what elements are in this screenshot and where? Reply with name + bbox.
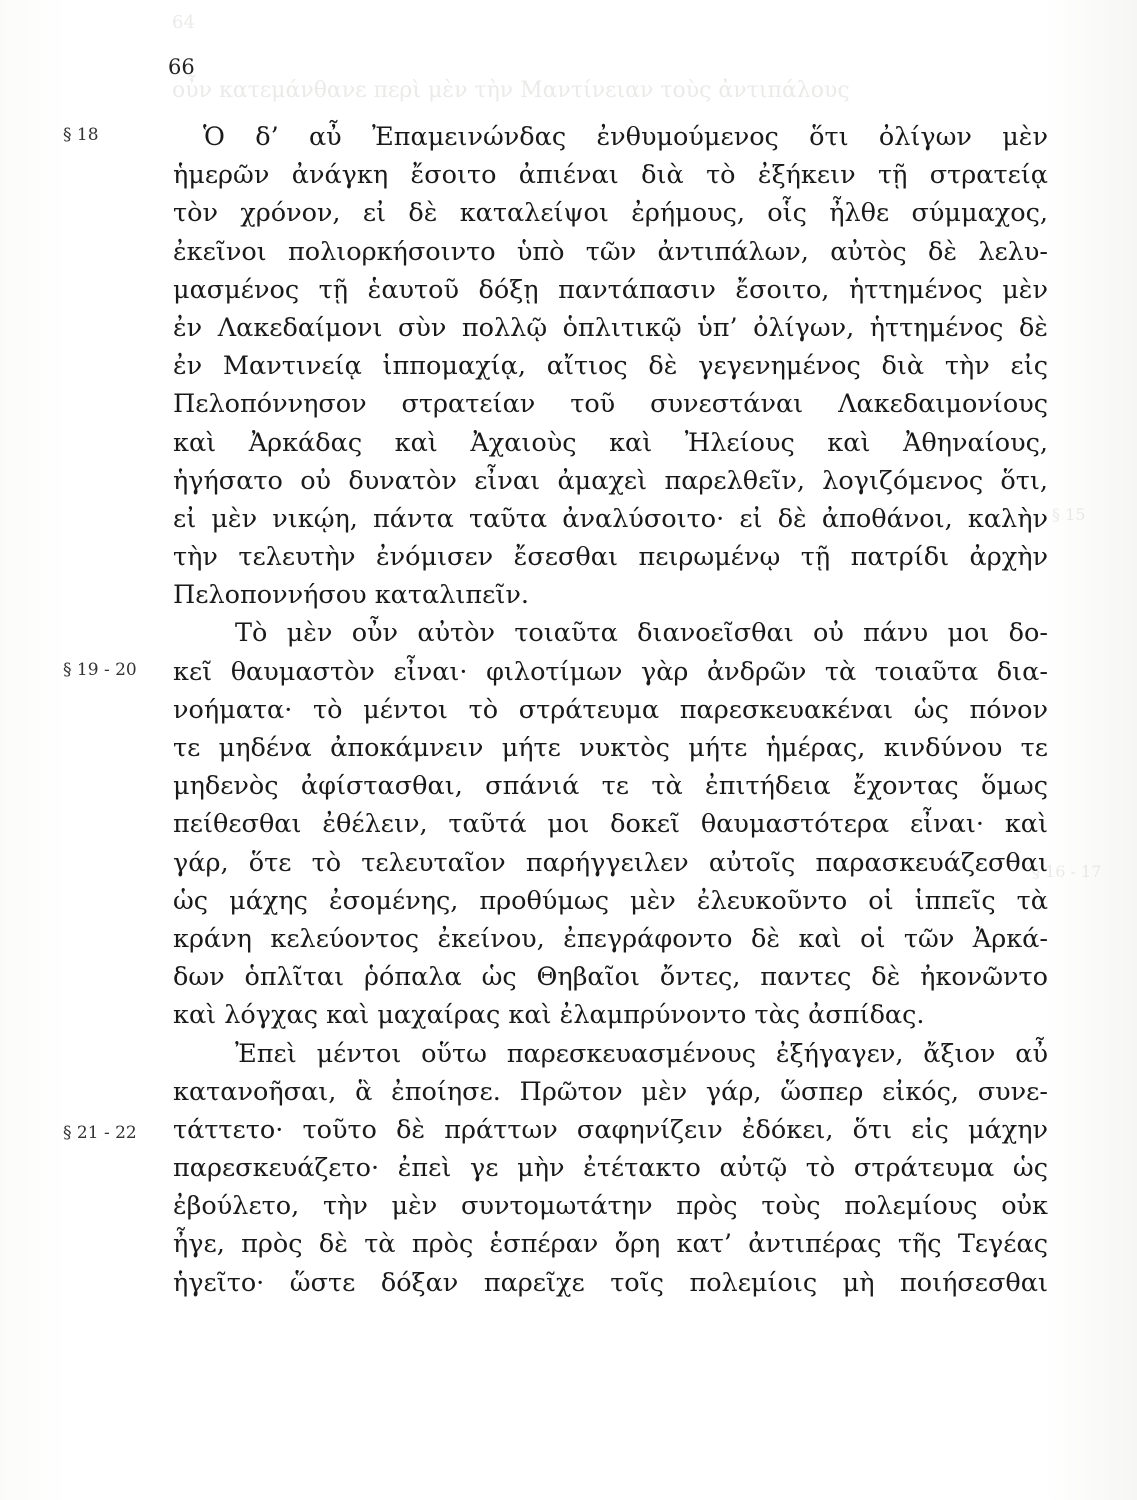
text-line: κράνη κελεύοντος ἐκείνου, ἐπεγράφοντο δὲ καὶ οἱ τῶν Ἀρκά- xyxy=(173,923,1048,954)
body-text xyxy=(173,118,1048,1302)
bleed-line: οὖν κατεμάνθανε περὶ μὲν τὴν Μαντίνειαν τοὺς ἀντιπάλους xyxy=(172,78,850,103)
text-line: ὡς μάχης ἐσομένης, προθύμως μὲν ἐλευκοῦντο οἱ ἱππεῖς τὰ xyxy=(173,885,1048,916)
text-line: τε μηδένα ἀποκάμνειν μήτε νυκτὸς μήτε ἡμέρας, κινδύνου τε xyxy=(173,733,1048,763)
page-number: 66 xyxy=(168,55,195,79)
text-line: τὸν χρόνον, εἰ δὲ καταλείψοι ἐρήμους, οἷς ἦλθε σύμμαχος, xyxy=(173,198,1048,229)
section-marker-21-22: § 21 - 22 xyxy=(63,1123,137,1143)
text-line: Πελοπόννησον στρατείαν τοῦ συνεστάναι Λακεδαιμονίους xyxy=(173,389,1048,420)
section-marker-18: § 18 xyxy=(63,125,99,145)
ghost-page-number: 64 xyxy=(172,12,195,33)
text-line: ἐν Μαντινείᾳ ἱππομαχίᾳ, αἴτιος δὲ γεγενημένος διὰ τὴν εἰς xyxy=(173,351,1048,382)
bleed-marker: § 16 - 17 xyxy=(1032,862,1102,881)
bleed-marker: § 15 xyxy=(1052,505,1086,524)
text-line: παρεσκευάζετο· ἐπεὶ γε μὴν ἐτέτακτο αὐτῷ τὸ στράτευμα ὡς xyxy=(173,1153,1048,1184)
text-line: ἡμερῶν ἀνάγκη ἔσοιτο ἀπιέναι διὰ τὸ ἐξήκειν τῇ στρατείᾳ xyxy=(173,160,1048,191)
text-line: κατανοῆσαι, ἃ ἐποίησε. Πρῶτον μὲν γάρ, ὥσπερ εἰκός, συνε- xyxy=(173,1076,1048,1107)
text-line: κεῖ θαυμαστὸν εἶναι· φιλοτίμων γὰρ ἀνδρῶν τὰ τοιαῦτα δια- xyxy=(173,656,1048,687)
text-line: ἡγήσατο οὐ δυνατὸν εἶναι ἀμαχεὶ παρελθεῖν, λογιζόμενος ὅτι, xyxy=(173,465,1048,496)
text-line: εἰ μὲν νικῴη, πάντα ταῦτα ἀναλύσοιτο· εἰ δὲ ἀποθάνοι, καλὴν xyxy=(173,503,1048,534)
text-line: ἦγε, πρὸς δὲ τὰ πρὸς ἑσπέραν ὄρη κατ’ ἀντιπέρας τῆς Τεγέας xyxy=(173,1229,1048,1260)
text-line: τάττετο· τοῦτο δὲ πράττων σαφηνίζειν ἐδόκει, ὅτι εἰς μάχην xyxy=(173,1114,1048,1145)
text-line: ἡγεῖτο· ὥστε δόξαν παρεῖχε τοῖς πολεμίοις μὴ ποιήσεσθαι xyxy=(173,1267,1048,1298)
text-line: καὶ Ἀρκάδας καὶ Ἀχαιοὺς καὶ Ἠλείους καὶ Ἀθηναίους, xyxy=(173,427,1048,458)
text-line: ἐν Λακεδαίμονι σὺν πολλῷ ὁπλιτικῷ ὑπ’ ὀλίγων, ἡττημένος δὲ xyxy=(173,312,1048,343)
text-line: πείθεσθαι ἐθέλειν, ταῦτά μοι δοκεῖ θαυμαστότερα εἶναι· καὶ xyxy=(173,809,1048,840)
text-line: τὴν τελευτὴν ἐνόμισεν ἔσεσθαι πειρωμένῳ τῇ πατρίδι ἀρχὴν xyxy=(173,542,1048,573)
text-line: μηδενὸς ἀφίστασθαι, σπάνιά τε τὰ ἐπιτήδεια ἔχοντας ὅμως xyxy=(173,771,1048,802)
text-line: Τὸ μὲν οὖν αὐτὸν τοιαῦτα διανοεῖσθαι οὐ πάνυ μοι δο- xyxy=(235,618,1048,649)
text-line: ἐκεῖνοι πολιορκήσοιντο ὑπὸ τῶν ἀντιπάλων, αὐτὸς δὲ λελυ- xyxy=(173,236,1048,267)
text-line: Πελοποννήσου καταλιπεῖν. xyxy=(173,580,529,611)
text-line: ἐβούλετο, τὴν μὲν συντομωτάτην πρὸς τοὺς πολεμίους οὐκ xyxy=(173,1191,1048,1222)
text-line: νοήματα· τὸ μέντοι τὸ στράτευμα παρεσκευακέναι ὡς πόνον xyxy=(173,694,1048,725)
text-line: καὶ λόγχας καὶ μαχαίρας καὶ ἐλαμπρύνοντο τὰς ἀσπίδας. xyxy=(173,1000,925,1031)
text-line: Ἐπεὶ μέντοι οὕτω παρεσκευασμένους ἐξήγαγεν, ἄξιον αὖ xyxy=(235,1038,1048,1069)
text-line: μασμένος τῇ ἑαυτοῦ δόξῃ παντάπασιν ἔσοιτο, ἡττημένος μὲν xyxy=(173,274,1048,305)
text-line: Ὁ δ’ αὖ Ἐπαμεινώνδας ἐνθυμούμενος ὅτι ὀλίγων μὲν xyxy=(203,122,1048,152)
section-marker-19-20: § 19 - 20 xyxy=(63,660,137,680)
text-line: δων ὁπλῖται ῥόπαλα ὡς Θηβαῖοι ὄντες, παντες δὲ ἠκονῶντο xyxy=(173,962,1048,993)
text-line: γάρ, ὅτε τὸ τελευταῖον παρήγγειλεν αὐτοῖς παρασκευάζεσθαι xyxy=(173,847,1048,878)
